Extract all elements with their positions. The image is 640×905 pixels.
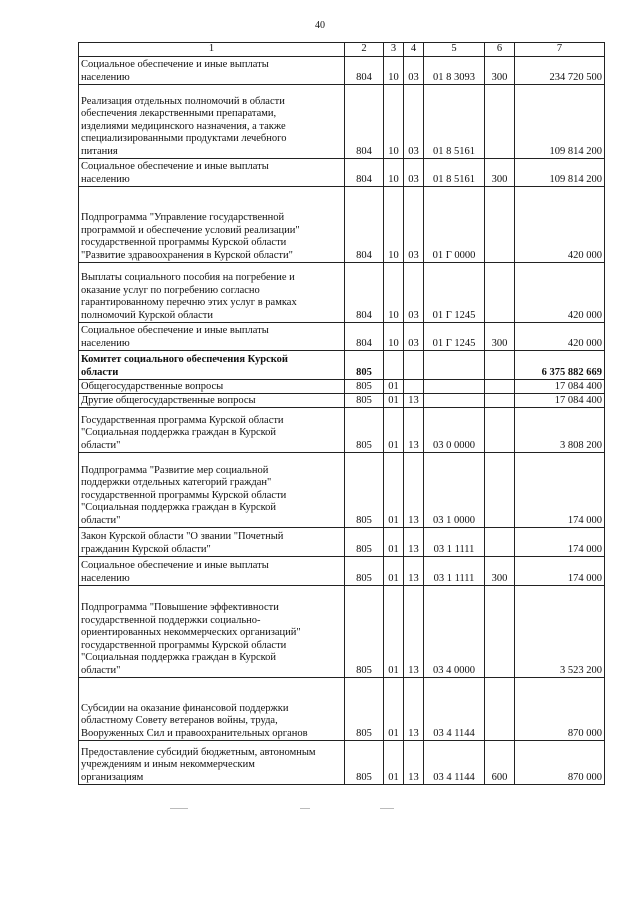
row-admin-code bbox=[345, 159, 384, 187]
table-row bbox=[79, 586, 605, 678]
header-col-3: 3 bbox=[384, 43, 404, 57]
row-subsection-text: 03 bbox=[408, 337, 419, 349]
row-amount-text: 17 084 400 bbox=[554, 380, 602, 392]
row-target-article bbox=[424, 741, 485, 785]
table-row bbox=[79, 85, 605, 159]
row-amount-text: 420 000 bbox=[567, 337, 602, 349]
row-name-text: Реализация отдельных полномочий в области обеспечения лекарственными препаратами, изделиями медицинского назначения, а также специализированными продуктами лечебного питания bbox=[81, 95, 287, 157]
row-name bbox=[79, 453, 345, 528]
row-section bbox=[384, 323, 404, 351]
table-row bbox=[79, 57, 605, 85]
row-subsection-text: 03 bbox=[408, 309, 419, 321]
row-section-text: 01 bbox=[388, 514, 399, 526]
table-row bbox=[79, 159, 605, 187]
row-subsection-text: 03 bbox=[408, 249, 419, 261]
row-expense-type bbox=[485, 57, 515, 85]
row-target-article-text: 03 4 0000 bbox=[433, 664, 475, 676]
row-name bbox=[79, 85, 345, 159]
header-col-6: 6 bbox=[485, 43, 515, 57]
row-expense-type bbox=[485, 380, 515, 394]
row-admin-code-text: 804 bbox=[356, 145, 372, 157]
row-expense-type bbox=[485, 187, 515, 263]
row-section-text: 01 bbox=[388, 771, 399, 783]
row-amount-text: 3 808 200 bbox=[560, 439, 602, 451]
scan-marks bbox=[160, 808, 460, 810]
row-target-article bbox=[424, 380, 485, 394]
row-section bbox=[384, 394, 404, 408]
row-amount bbox=[515, 586, 605, 678]
row-amount-text: 109 814 200 bbox=[549, 145, 602, 157]
row-admin-code-text: 805 bbox=[356, 439, 372, 451]
row-name bbox=[79, 187, 345, 263]
row-admin-code-text: 804 bbox=[356, 337, 372, 349]
row-section-text: 10 bbox=[388, 173, 399, 185]
row-target-article-text: 03 4 1144 bbox=[433, 727, 475, 739]
header-col-4: 4 bbox=[404, 43, 424, 57]
row-admin-code bbox=[345, 380, 384, 394]
row-name bbox=[79, 159, 345, 187]
row-name bbox=[79, 408, 345, 453]
row-expense-type bbox=[485, 408, 515, 453]
row-subsection bbox=[404, 557, 424, 586]
row-name bbox=[79, 528, 345, 557]
row-expense-type-text: 300 bbox=[491, 173, 508, 185]
row-amount bbox=[515, 323, 605, 351]
row-name-text: Другие общегосударственные вопросы bbox=[81, 394, 256, 406]
table-row bbox=[79, 187, 605, 263]
row-section bbox=[384, 557, 404, 586]
row-admin-code-text: 805 bbox=[356, 380, 372, 392]
row-admin-code-text: 805 bbox=[356, 771, 372, 783]
row-amount-text: 3 523 200 bbox=[560, 664, 602, 676]
row-subsection-text: 13 bbox=[408, 514, 419, 526]
row-target-article bbox=[424, 85, 485, 159]
row-expense-type bbox=[485, 394, 515, 408]
row-subsection bbox=[404, 380, 424, 394]
row-section bbox=[384, 85, 404, 159]
row-admin-code bbox=[345, 528, 384, 557]
row-admin-code-text: 804 bbox=[356, 71, 372, 83]
row-amount bbox=[515, 57, 605, 85]
row-subsection-text: 03 bbox=[408, 173, 419, 185]
row-admin-code-text: 804 bbox=[356, 309, 372, 321]
row-target-article-text: 01 Г 1245 bbox=[432, 337, 476, 349]
row-target-article-text: 01 8 3093 bbox=[433, 71, 475, 83]
row-name bbox=[79, 57, 345, 85]
row-amount-text: 420 000 bbox=[567, 249, 602, 261]
row-target-article bbox=[424, 453, 485, 528]
row-subsection bbox=[404, 453, 424, 528]
row-amount bbox=[515, 528, 605, 557]
table-row bbox=[79, 394, 605, 408]
table-row bbox=[79, 351, 605, 380]
row-section bbox=[384, 380, 404, 394]
row-subsection bbox=[404, 741, 424, 785]
row-amount-text: 17 084 400 bbox=[554, 394, 602, 406]
row-name bbox=[79, 351, 345, 380]
row-name-text: Подпрограмма "Повышение эффективности государственной поддержки социально- ориентированных некоммерческих организаций" государственной программы Курской области "Социальная поддержка граждан в Курской области" bbox=[81, 602, 301, 676]
row-admin-code bbox=[345, 557, 384, 586]
table-row bbox=[79, 741, 605, 785]
row-subsection-text: 13 bbox=[408, 771, 419, 783]
row-target-article-text: 01 8 5161 bbox=[433, 173, 475, 185]
row-amount bbox=[515, 187, 605, 263]
row-admin-code bbox=[345, 263, 384, 323]
row-amount-text: 174 000 bbox=[567, 514, 602, 526]
row-amount-text: 420 000 bbox=[567, 309, 602, 321]
row-target-article-text: 03 1 1111 bbox=[433, 543, 475, 555]
row-expense-type-text: 300 bbox=[491, 337, 508, 349]
page-number: 40 bbox=[315, 20, 325, 31]
row-section-text: 01 bbox=[388, 664, 399, 676]
row-section bbox=[384, 351, 404, 380]
row-name bbox=[79, 380, 345, 394]
row-name bbox=[79, 741, 345, 785]
row-admin-code bbox=[345, 586, 384, 678]
row-expense-type bbox=[485, 351, 515, 380]
row-target-article bbox=[424, 351, 485, 380]
row-expense-type-text: 600 bbox=[491, 771, 508, 783]
row-subsection bbox=[404, 394, 424, 408]
row-section bbox=[384, 187, 404, 263]
row-expense-type bbox=[485, 528, 515, 557]
row-subsection-text: 13 bbox=[408, 439, 419, 451]
row-subsection bbox=[404, 408, 424, 453]
row-target-article-text: 01 Г 1245 bbox=[432, 309, 476, 321]
row-subsection bbox=[404, 351, 424, 380]
row-section-text: 01 bbox=[388, 572, 399, 584]
row-target-article-text: 03 1 0000 bbox=[433, 514, 475, 526]
header-col-2: 2 bbox=[345, 43, 384, 57]
row-expense-type bbox=[485, 557, 515, 586]
row-amount-text: 870 000 bbox=[567, 727, 602, 739]
row-amount-text: 234 720 500 bbox=[549, 71, 602, 83]
row-amount-text: 174 000 bbox=[567, 572, 602, 584]
row-name-text: Подпрограмма "Развитие мер социальной поддержки отдельных категорий граждан" государственной программы Курской области "Социальная поддержка граждан в Курской области" bbox=[81, 464, 287, 526]
row-section bbox=[384, 159, 404, 187]
row-target-article-text: 03 0 0000 bbox=[433, 439, 475, 451]
row-admin-code-text: 805 bbox=[356, 394, 372, 406]
row-target-article bbox=[424, 586, 485, 678]
row-admin-code bbox=[345, 351, 384, 380]
row-amount-text: 6 375 882 669 bbox=[541, 366, 602, 378]
row-name bbox=[79, 678, 345, 741]
row-subsection bbox=[404, 187, 424, 263]
row-name-text: Комитет социального обеспечения Курской области bbox=[81, 354, 288, 378]
row-section bbox=[384, 528, 404, 557]
row-target-article-text: 03 1 1111 bbox=[433, 572, 475, 584]
row-target-article bbox=[424, 57, 485, 85]
row-section-text: 10 bbox=[388, 71, 399, 83]
row-admin-code bbox=[345, 741, 384, 785]
table-row bbox=[79, 557, 605, 586]
row-expense-type bbox=[485, 678, 515, 741]
row-amount bbox=[515, 380, 605, 394]
row-expense-type bbox=[485, 453, 515, 528]
row-admin-code bbox=[345, 394, 384, 408]
header-col-1: 1 bbox=[79, 43, 345, 57]
row-subsection-text: 13 bbox=[408, 664, 419, 676]
row-subsection bbox=[404, 323, 424, 351]
row-name bbox=[79, 557, 345, 586]
row-name-text: Социальное обеспечение и иные выплаты населению bbox=[81, 59, 269, 83]
table-row bbox=[79, 323, 605, 351]
row-name bbox=[79, 586, 345, 678]
row-amount-text: 174 000 bbox=[567, 543, 602, 555]
row-section-text: 10 bbox=[388, 337, 399, 349]
row-amount-text: 870 000 bbox=[567, 771, 602, 783]
header-col-7: 7 bbox=[515, 43, 605, 57]
row-amount bbox=[515, 85, 605, 159]
row-subsection bbox=[404, 159, 424, 187]
row-subsection bbox=[404, 586, 424, 678]
row-name-text: Предоставление субсидий бюджетным, автономным учреждениям и иным некоммерческим организациям bbox=[81, 746, 316, 783]
row-subsection-text: 13 bbox=[408, 727, 419, 739]
row-amount bbox=[515, 263, 605, 323]
row-amount bbox=[515, 741, 605, 785]
row-target-article bbox=[424, 159, 485, 187]
row-amount bbox=[515, 351, 605, 380]
row-expense-type bbox=[485, 586, 515, 678]
row-expense-type bbox=[485, 159, 515, 187]
table-row bbox=[79, 528, 605, 557]
row-expense-type bbox=[485, 263, 515, 323]
row-name-text: Выплаты социального пособия на погребение и оказание услуг по погребению согласно гарантированному перечню этих услуг в рамках полномочий Курской области bbox=[81, 272, 297, 321]
row-admin-code-text: 805 bbox=[356, 543, 372, 555]
row-amount bbox=[515, 394, 605, 408]
row-subsection-text: 13 bbox=[408, 543, 419, 555]
row-name-text: Подпрограмма "Управление государственной программой и обеспечение условий реализации" государственной программы Курской области "Развитие здравоохранения в Курской области" bbox=[81, 212, 300, 261]
row-admin-code-text: 804 bbox=[356, 173, 372, 185]
row-section bbox=[384, 408, 404, 453]
row-section-text: 01 bbox=[388, 380, 399, 392]
row-name bbox=[79, 263, 345, 323]
row-expense-type-text: 300 bbox=[491, 572, 508, 584]
row-section-text: 01 bbox=[388, 439, 399, 451]
row-amount bbox=[515, 453, 605, 528]
row-target-article-text: 03 4 1144 bbox=[433, 771, 475, 783]
row-target-article bbox=[424, 557, 485, 586]
row-name-text: Субсидии на оказание финансовой поддержки областному Совету ветеранов войны, труда, Вооруженных Сил и правоохранительных органов bbox=[81, 702, 308, 739]
row-section-text: 10 bbox=[388, 145, 399, 157]
row-amount bbox=[515, 159, 605, 187]
row-admin-code bbox=[345, 408, 384, 453]
row-name-text: Общегосударственные вопросы bbox=[81, 380, 224, 392]
row-subsection-text: 03 bbox=[408, 145, 419, 157]
table-row bbox=[79, 678, 605, 741]
row-admin-code-text: 805 bbox=[356, 366, 372, 378]
row-subsection-text: 03 bbox=[408, 71, 419, 83]
row-admin-code-text: 805 bbox=[356, 514, 372, 526]
row-name-text: Государственная программа Курской области "Социальная поддержка граждан в Курской области" bbox=[81, 414, 284, 451]
row-section bbox=[384, 57, 404, 85]
row-admin-code bbox=[345, 85, 384, 159]
table-row bbox=[79, 453, 605, 528]
row-section-text: 01 bbox=[388, 543, 399, 555]
row-admin-code-text: 805 bbox=[356, 727, 372, 739]
row-target-article bbox=[424, 408, 485, 453]
row-section bbox=[384, 586, 404, 678]
row-section-text: 01 bbox=[388, 727, 399, 739]
budget-table bbox=[78, 42, 605, 785]
row-amount bbox=[515, 678, 605, 741]
row-subsection-text: 13 bbox=[408, 394, 419, 406]
header-row bbox=[79, 43, 605, 57]
row-amount bbox=[515, 408, 605, 453]
row-expense-type bbox=[485, 85, 515, 159]
table-row bbox=[79, 263, 605, 323]
row-name bbox=[79, 323, 345, 351]
row-expense-type bbox=[485, 741, 515, 785]
row-admin-code bbox=[345, 57, 384, 85]
row-name-text: Социальное обеспечение и иные выплаты населению bbox=[81, 325, 269, 349]
row-subsection bbox=[404, 678, 424, 741]
header-col-5: 5 bbox=[424, 43, 485, 57]
row-admin-code bbox=[345, 453, 384, 528]
row-target-article-text: 01 Г 0000 bbox=[432, 249, 476, 261]
row-amount-text: 109 814 200 bbox=[549, 173, 602, 185]
row-name bbox=[79, 394, 345, 408]
row-subsection bbox=[404, 85, 424, 159]
row-name-text: Социальное обеспечение и иные выплаты населению bbox=[81, 161, 269, 185]
row-subsection bbox=[404, 57, 424, 85]
row-section-text: 10 bbox=[388, 249, 399, 261]
row-admin-code bbox=[345, 678, 384, 741]
row-target-article bbox=[424, 528, 485, 557]
row-section bbox=[384, 678, 404, 741]
row-amount bbox=[515, 557, 605, 586]
row-section-text: 01 bbox=[388, 394, 399, 406]
row-admin-code-text: 805 bbox=[356, 572, 372, 584]
row-section bbox=[384, 263, 404, 323]
row-subsection bbox=[404, 263, 424, 323]
row-section bbox=[384, 741, 404, 785]
row-admin-code bbox=[345, 323, 384, 351]
row-target-article bbox=[424, 323, 485, 351]
row-name-text: Социальное обеспечение и иные выплаты населению bbox=[81, 560, 269, 584]
row-expense-type bbox=[485, 323, 515, 351]
row-admin-code bbox=[345, 187, 384, 263]
row-target-article bbox=[424, 263, 485, 323]
row-target-article-text: 01 8 5161 bbox=[433, 145, 475, 157]
row-section bbox=[384, 453, 404, 528]
row-target-article bbox=[424, 678, 485, 741]
row-section-text: 10 bbox=[388, 309, 399, 321]
row-admin-code-text: 804 bbox=[356, 249, 372, 261]
table-row bbox=[79, 380, 605, 394]
row-subsection-text: 13 bbox=[408, 572, 419, 584]
row-target-article bbox=[424, 187, 485, 263]
row-expense-type-text: 300 bbox=[491, 71, 508, 83]
row-admin-code-text: 805 bbox=[356, 664, 372, 676]
row-subsection bbox=[404, 528, 424, 557]
row-name-text: Закон Курской области "О звании "Почетный гражданин Курской области" bbox=[81, 531, 284, 555]
row-target-article bbox=[424, 394, 485, 408]
table-row bbox=[79, 408, 605, 453]
